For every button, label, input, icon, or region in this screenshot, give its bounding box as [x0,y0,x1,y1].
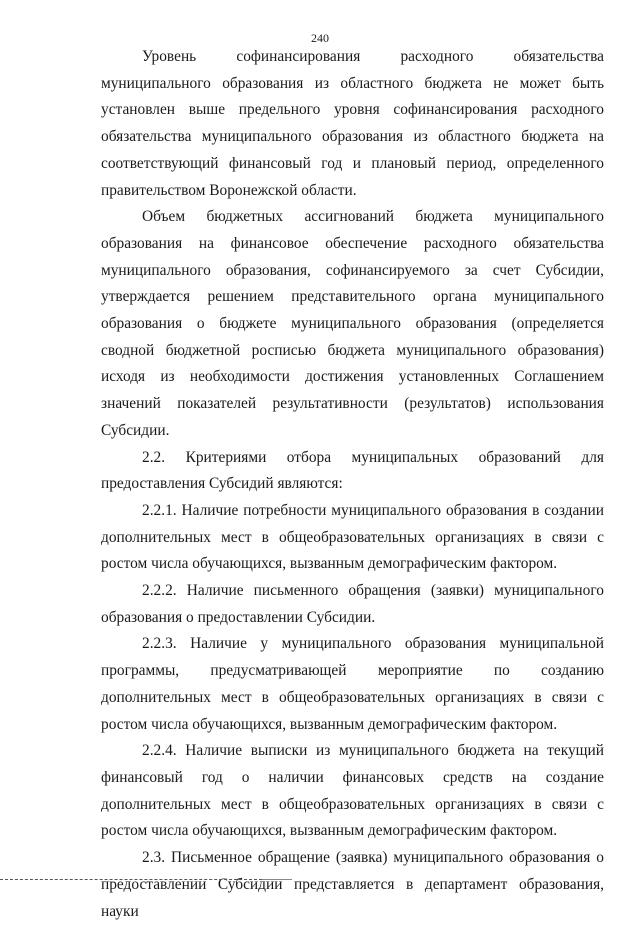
paragraph-2-2-4: 2.2.4. Наличие выписки из муниципального бюджета на текущий финансовый год о наличии финансовых средств на создание дополнительных мест в общеобразовательных организациях в связи с ростом числа обучающихся, вызванным демографическим фактором. [101,742,604,840]
document-body [101,44,604,925]
page-number: 240 [311,31,329,45]
footer-rule [0,879,262,880]
paragraph-2-2-3: 2.2.3. Наличие у муниципального образования муниципальной программы, предусматривающей мероприятие по созданию дополнительных мест в общеобразовательных организациях в связи с ростом числа обучающихся, вызванным демографическим фактором. [101,635,604,733]
paragraph-2-2-criteria: 2.2. Критериями отбора муниципальных образований для предоставления Субсидий являются: [101,448,604,493]
paragraph-2-2-2: 2.2.2. Наличие письменного обращения (заявки) муниципального образования о предоставлении Субсидии. [101,582,604,626]
footer-rule-tail [262,879,292,880]
paragraph-2-2-1: 2.2.1. Наличие потребности муниципального образования в создании дополнительных мест в общеобразовательных организациях в связи с ростом числа обучающихся, вызванным демографическим фактором. [101,501,604,573]
paragraph-2-3: 2.3. Письменное обращение (заявка) муниципального образования о предоставлении Субсидии представляется в департамент образования, науки [101,849,604,920]
paragraph-cofinancing-level: Уровень софинансирования расходного обязательства муниципального образования из областного бюджета не может быть установлен выше предельного уровня софинансирования расходного обязательства муниципального образования из областного бюджета на соответствующий финансовый год и плановый период, определенного правительством Воронежской области. [101,48,604,199]
paragraph-budget-allocations: Объем бюджетных ассигнований бюджета муниципального образования на финансовое обеспечение расходного обязательства муниципального образования, софинансируемого за счет Субсидии, утверждается решением представительного органа муниципального образования о бюджете муниципального образования (определяется сводной бюджетной росписью бюджета муниципального образования) исходя из необходимости достижения установленных Соглашением значений показателей результативности (результатов) использования Субсидии. [101,208,604,439]
